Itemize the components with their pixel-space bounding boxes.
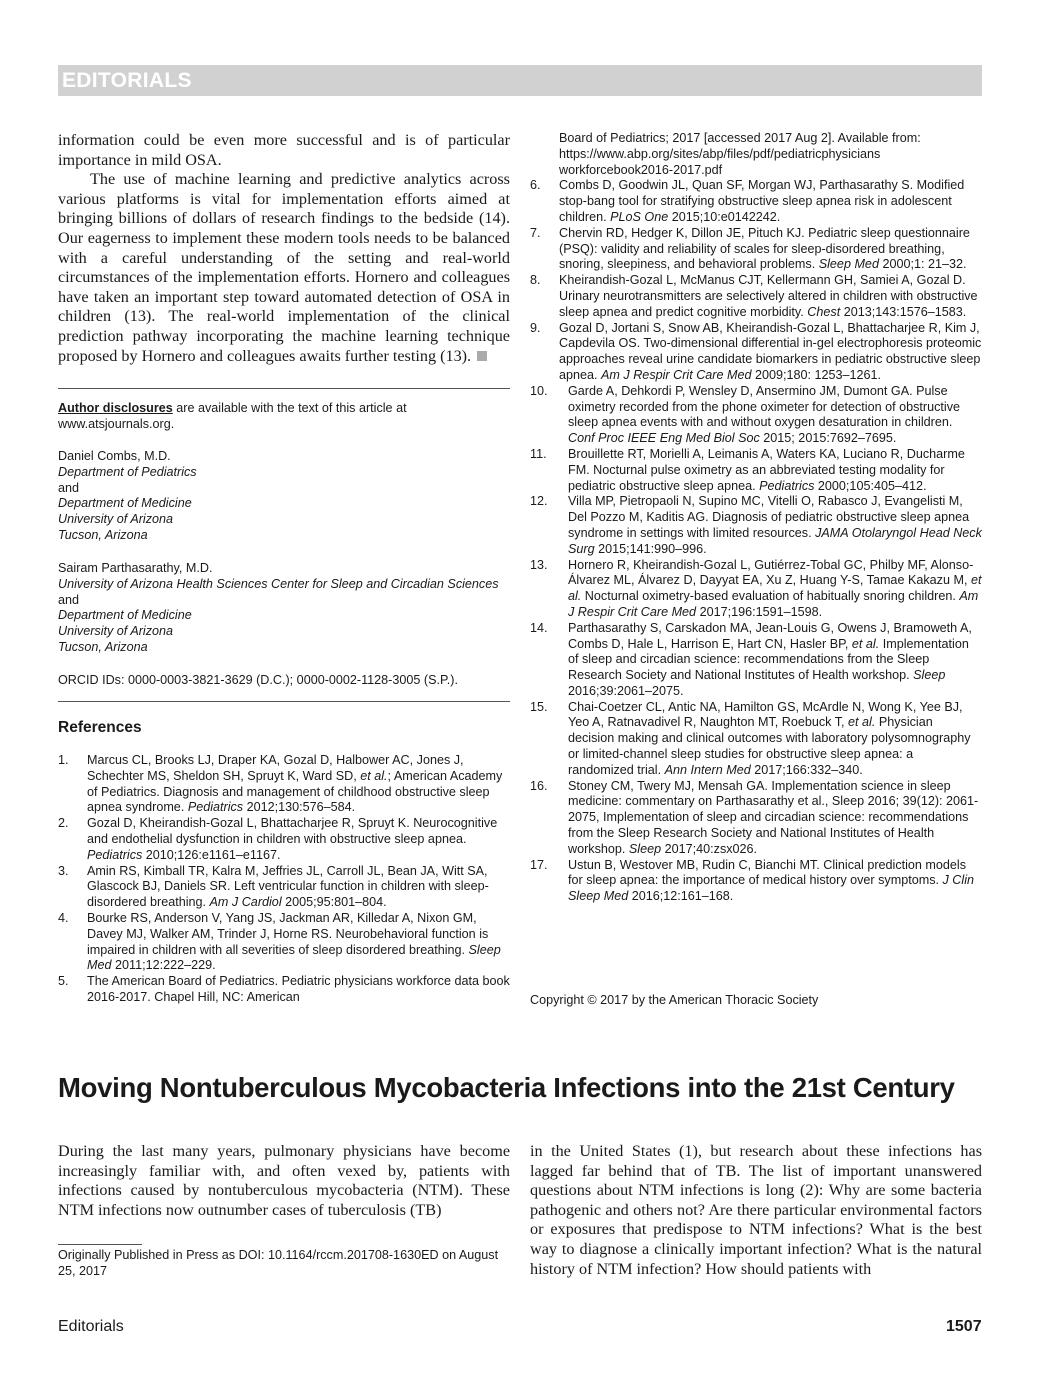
reference-text: 2017;166:332–340.: [750, 762, 863, 777]
reference-number: 17.: [530, 857, 548, 872]
reference-journal: JAMA Otolaryngol Head Neck Surg: [568, 525, 982, 556]
end-of-article-mark: [477, 351, 487, 361]
reference-text: Marcus CL, Brooks LJ, Draper KA, Gozal D, Halbower AC, Jones J, Schechter MS, Sheldon SH, Spruyt K, Ward SD,: [87, 753, 464, 783]
footer-section-name: Editorials: [58, 1318, 124, 1335]
reference-continuation: Board of Pediatrics; 2017 [accessed 2017 Aug 2]. Available from: https://www.abp.org/sites/abp/files/pdf/pediatricphysicians workforcebook2016-2017.pdf: [559, 131, 921, 177]
reference-number: 6.: [530, 178, 541, 193]
reference-number: 15.: [530, 699, 548, 714]
reference-number: 9.: [530, 320, 541, 335]
author-affiliation: University of Arizona: [58, 624, 174, 639]
reference-item: [530, 321, 982, 384]
reference-item: [530, 226, 982, 273]
reference-item: [530, 858, 982, 905]
reference-text: Gozal D, Kheirandish-Gozal L, Bhattacharjee R, Spruyt K. Neurocognitive and endothelial dysfunction in children with obstructive sleep apnea.: [87, 816, 498, 846]
reference-text: 2011;12:222–229.: [111, 958, 216, 973]
reference-number: 13.: [530, 557, 548, 572]
reference-text: 2016;39:2061–2075.: [568, 683, 684, 698]
reference-journal: J Clin Sleep Med: [568, 873, 974, 904]
affiliation-and: and: [58, 480, 80, 495]
body-paragraph-text: The use of machine learning and predictive analytics across various platforms is vital for implementation efforts aimed at bringing billions of dollars of research findings to the bedside (14). Our eagerness to implement these modern tools needs to be balanced with a careful understanding of the setting and real-world circumstances of the implementation efforts. Hornero and colleagues have taken an important step toward automated detection of OSA in children (13). The real-world implementation of the clinical prediction pathway incorporating the machine learning technique proposed by Hornero and colleagues awaits further testing (13).: [58, 170, 510, 365]
author-disclosures: [58, 401, 510, 433]
reference-number: 12.: [530, 494, 548, 509]
reference-text: Stoney CM, Twery MJ, Mensah GA. Implementation science in sleep medicine: commentary on Parthasarathy et al., Sleep 2016; 39(12): 2061-2075, Implementation of sleep and circadian science: recommendations from the Sleep Research Society and National Institutes of Health workshop.: [568, 778, 979, 856]
page-number: 1507: [946, 1318, 982, 1335]
reference-text: Chai-Coetzer CL, Antic NA, Hamilton GS, McArdle N, Wong K, Yee BJ, Yeo A, Ratnavadivel R, Naughton MT, Roebuck T,: [568, 699, 963, 730]
reference-journal: Sleep Med: [87, 942, 501, 973]
reference-number: 4.: [58, 910, 69, 925]
reference-item: [530, 178, 982, 225]
body-paragraph: [58, 170, 510, 366]
reference-journal: Pediatrics: [759, 478, 815, 493]
author-affiliation: University of Arizona Health Sciences Center for Sleep and Circadian Sciences: [58, 576, 499, 591]
reference-item: [58, 974, 510, 1006]
reference-text: 2010;126:e1161–e1167.: [142, 847, 281, 862]
reference-text: 2017;196:1591–1598.: [696, 604, 823, 619]
reference-journal: Chest: [807, 304, 841, 319]
reference-item: [58, 911, 510, 974]
body-paragraph: information could be even more successful and is of particular importance in mild OSA.: [58, 131, 510, 169]
reference-text: Bourke RS, Anderson V, Yang JS, Jackman AR, Killedar A, Nixon GM, Davey MJ, Walker AM, Trinder J, Horne RS. Neurobehavioral function is impaired in children with all severities of sleep disordered breathing.: [87, 910, 489, 957]
reference-text: et al.: [848, 715, 876, 730]
reference-text: 2015;141:990–996.: [594, 541, 707, 556]
reference-text: Villa MP, Pietropaoli N, Supino MC, Vitelli O, Rabasco J, Evangelisti M, Del Pozzo M, Kaditis AG. Diagnosis of pediatric obstructive sleep apnea syndrome in settings with limited resources.: [568, 494, 970, 540]
author-affiliation: Department of Pediatrics: [58, 464, 197, 479]
reference-number: 3.: [58, 863, 69, 878]
reference-number: 11.: [530, 446, 547, 461]
divider: [58, 388, 510, 389]
reference-item: [58, 816, 510, 863]
author-disclosures-text: are available with the text of this article at www.atsjournals.org.: [58, 401, 407, 431]
reference-item: [530, 621, 982, 700]
reference-journal: Sleep: [628, 841, 662, 856]
reference-text: 2013;143:1576–1583.: [840, 304, 967, 319]
author-affiliation: Department of Medicine: [58, 608, 192, 623]
author-affiliation: Tucson, Arizona: [58, 639, 148, 654]
reference-text: ; American Academy of Pediatrics. Diagnosis and management of childhood obstructive sleep apnea syndrome.: [87, 768, 503, 815]
reference-text: Physician decision making and clinical outcomes with laboratory polysomnography or limited-channel sleep studies for obstructive sleep apnea: a randomized trial.: [568, 715, 971, 777]
reference-text: Nocturnal oximetry-based evaluation of habitually snoring children.: [581, 589, 960, 604]
reference-number: 10.: [530, 383, 548, 398]
author-disclosures-link[interactable]: Author disclosures: [58, 401, 173, 415]
reference-text: 2009;180: 1253–1261.: [751, 367, 882, 382]
author-block-1: [58, 449, 510, 544]
publication-footnote: Originally Published in Press as DOI: 10.1164/rccm.201708-1630ED on August 25, 2017: [58, 1248, 499, 1278]
reference-text: 2012;130:576–584.: [243, 800, 356, 815]
reference-text: et al.: [851, 636, 880, 651]
reference-number: 14.: [530, 620, 548, 635]
copyright: Copyright © 2017 by the American Thoracic Society: [530, 993, 819, 1007]
reference-item: [530, 384, 982, 447]
reference-journal: PLoS One: [610, 209, 669, 224]
reference-item: [530, 558, 982, 621]
body-paragraph: During the last many years, pulmonary physicians have become increasingly familiar with, and often vexed by, patients with infections caused by nontuberculous mycobacteria (NTM). These NTM infections now outnumber cases of tuberculosis (TB): [58, 1142, 510, 1219]
reference-journal: Am J Respir Crit Care Med: [568, 589, 979, 619]
affiliation-and: and: [58, 592, 80, 607]
reference-journal: Sleep: [913, 668, 946, 683]
reference-text: Implementation of sleep and circadian science: recommendations from the Sleep Research Society and National Institutes of Health workshop.: [568, 636, 969, 683]
reference-journal: Ann Intern Med: [664, 762, 751, 777]
reference-item: [530, 273, 982, 320]
author-affiliation: University of Arizona: [58, 512, 174, 527]
reference-journal: Sleep Med: [818, 257, 879, 272]
divider: [58, 701, 510, 702]
references-heading: References: [58, 719, 142, 736]
editorial-body-left: [58, 131, 510, 366]
reference-item: [58, 753, 510, 816]
author-name: Sairam Parthasarathy, M.D.: [58, 561, 213, 575]
reference-journal: Pediatrics: [87, 847, 143, 862]
author-name: Daniel Combs, M.D.: [58, 449, 171, 463]
reference-text: 2017;40:zsx026.: [661, 841, 758, 856]
author-block-2: [58, 561, 510, 656]
reference-item: [530, 447, 982, 494]
reference-text: 2000;1: 21–32.: [878, 257, 967, 272]
reference-text: Ustun B, Westover MB, Rudin C, Bianchi MT. Clinical prediction models for sleep apnea: the importance of medical history over symptoms.: [568, 857, 967, 888]
reference-journal: Am J Cardiol: [209, 895, 282, 910]
reference-item: [530, 700, 982, 779]
reference-item: [58, 864, 510, 911]
references-list-left: [58, 753, 510, 1006]
section-label: EDITORIALS: [62, 69, 192, 92]
reference-number: 5.: [58, 974, 69, 989]
reference-text: 2016;12:161–168.: [628, 889, 734, 904]
reference-text: 2015;10:e0142242.: [668, 209, 781, 224]
article-body-left: [58, 1142, 510, 1220]
reference-item: [530, 494, 982, 557]
reference-text: et al.: [568, 573, 982, 604]
reference-number: 1.: [58, 753, 69, 767]
section-header-bar: [58, 65, 982, 96]
author-affiliation: Tucson, Arizona: [58, 527, 148, 542]
reference-text: 2000;105:405–412.: [814, 478, 927, 493]
reference-text: Amin RS, Kimball TR, Kalra M, Jeffries JL, Carroll JL, Bean JA, Witt SA, Glascock BJ, Daniels SR. Left ventricular function in children with sleep-disordered breathing.: [87, 863, 489, 910]
body-paragraph: in the United States (1), but research about these infections has lagged far behind that of TB. The list of important unanswered questions about NTM infections is long (2): Why are some bacteria pathogenic and others not? Are there particular environmental factors or exposures that predispose to NTM infections? What is the best way to diagnose a clinically important infection? What is the natural history of NTM infection? How should patients with: [530, 1142, 982, 1278]
reference-text: The American Board of Pediatrics. Pediatric physicians workforce data book 2016-2017. Chapel Hill, NC: American: [87, 974, 510, 1004]
article-body-right: [530, 1142, 982, 1279]
reference-number: 8.: [530, 273, 541, 288]
footnote-rule: [58, 1244, 142, 1245]
reference-number: 2.: [58, 816, 69, 831]
reference-text: Garde A, Dehkordi P, Wensley D, Ansermino JM, Dumont GA. Pulse oximetry recorded from the phone oximeter for detection of obstructive sleep apnea events with and without oxygen desaturation in children.: [568, 383, 960, 430]
reference-journal: Conf Proc IEEE Eng Med Biol Soc: [568, 431, 760, 446]
reference-text: Chervin RD, Hedger K, Dillon JE, Pituch KJ. Pediatric sleep questionnaire (PSQ): validity and reliability of scales for sleep-disordered breathing, snoring, sleepiness, and behavioral problems.: [559, 225, 970, 272]
orcid-ids: ORCID IDs: 0000-0003-3821-3629 (D.C.); 0000-0002-1128-3005 (S.P.).: [58, 673, 458, 687]
author-affiliation: Department of Medicine: [58, 496, 192, 511]
reference-text: et al.: [360, 768, 388, 783]
references-list-right: [530, 131, 982, 905]
article-title: Moving Nontuberculous Mycobacteria Infections into the 21st Century: [58, 1072, 955, 1103]
reference-text: 2005;95:801–804.: [281, 895, 387, 910]
reference-item: [530, 779, 982, 858]
reference-text: Parthasarathy S, Carskadon MA, Jean-Louis G, Owens J, Bramoweth A, Combs D, Hale L, Harrison E, Hart CN, Hasler BP,: [568, 620, 972, 651]
reference-number: 16.: [530, 778, 548, 793]
reference-text: 2015; 2015:7692–7695.: [759, 431, 897, 446]
reference-journal: Pediatrics: [187, 800, 244, 815]
reference-text: Hornero R, Kheirandish-Gozal L, Gutiérrez-Tobal GC, Philby MF, Alonso-Álvarez ML, Álvarez D, Dayyat EA, Xu Z, Huang Y-S, Tamae Kakazu M,: [568, 557, 974, 588]
reference-text: Kheirandish-Gozal L, McManus CJT, Kellermann GH, Samiei A, Gozal D. Urinary neurotransmitters are selectively altered in children with obstructive sleep apnea and predict cognitive morbidity.: [559, 273, 978, 319]
reference-text: Brouillette RT, Morielli A, Leimanis A, Waters KA, Luciano R, Ducharme FM. Nocturnal pulse oximetry as an abbreviated testing modality for pediatric obstructive sleep apnea.: [568, 446, 965, 493]
reference-number: 7.: [530, 225, 541, 240]
reference-text: Gozal D, Jortani S, Snow AB, Kheirandish-Gozal L, Bhattacharjee R, Kim J, Capdevila OS. Two-dimensional differential in-gel electrophoresis proteomic approaches reveal urine candidate biomarkers in pediatric obstructive sleep apnea.: [559, 320, 982, 382]
reference-journal: Am J Respir Crit Care Med: [601, 367, 752, 382]
reference-text: Combs D, Goodwin JL, Quan SF, Morgan WJ, Parthasarathy S. Modified stop-bang tool for stratifying obstructive sleep apnea risk in adolescent children.: [559, 178, 965, 224]
